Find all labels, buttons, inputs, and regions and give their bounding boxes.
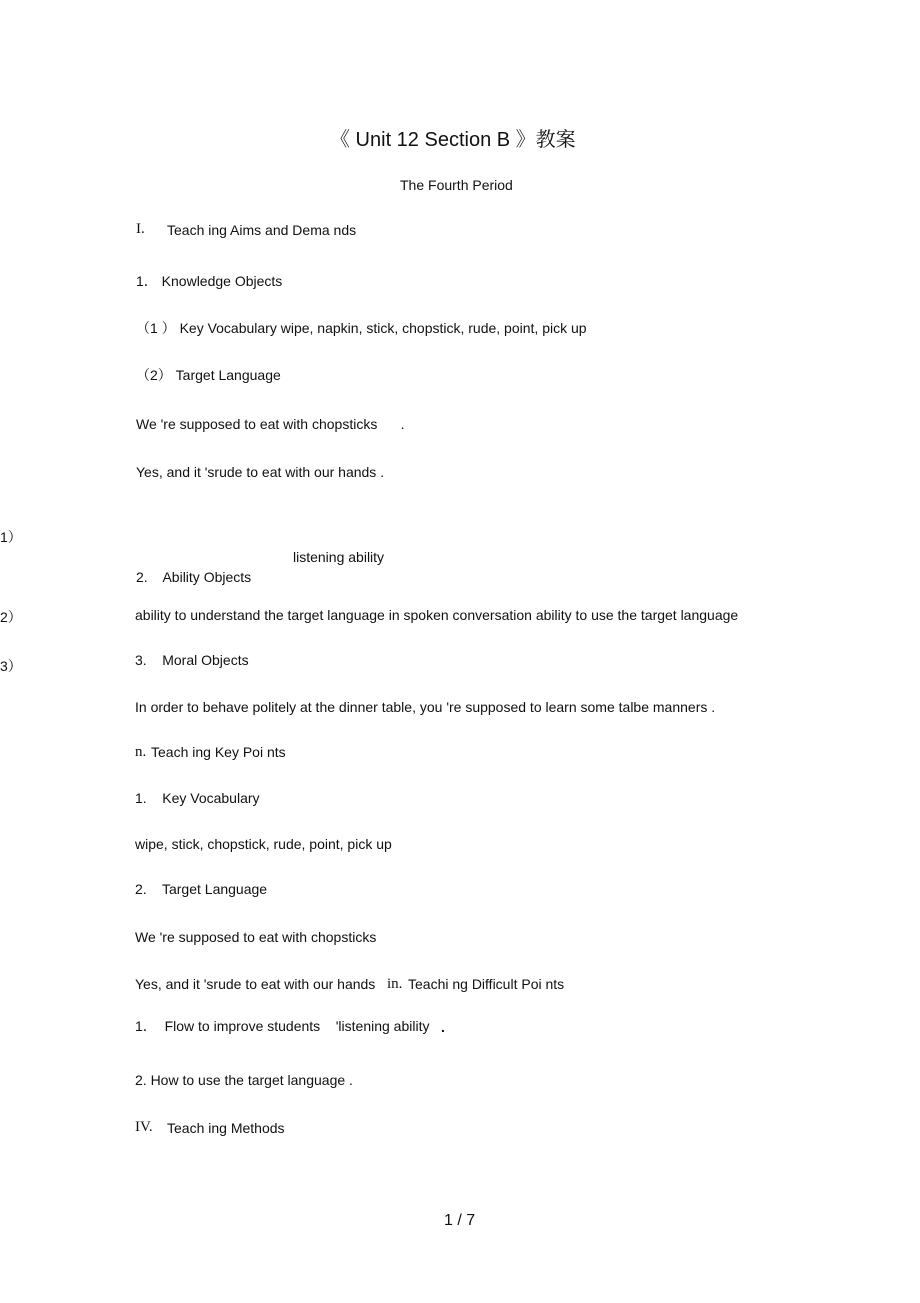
margin-marker-3: 3）: [0, 658, 22, 674]
difficult-point-1: 1． Flow to improve students 'listening ability: [135, 1018, 430, 1034]
doc-subtitle: The Fourth Period: [400, 177, 513, 193]
section-4-heading: Teach ing Methods: [167, 1120, 285, 1136]
target-language-heading: （2） Target Language: [136, 367, 281, 383]
section-2-heading: Teach ing Key Poi nts: [151, 744, 286, 760]
doc-title: 《 Unit 12 Section B 》教案: [330, 129, 576, 151]
moral-objects-text: In order to behave politely at the dinner table, you 're supposed to learn some talbe manners .: [135, 699, 716, 715]
difficult-point-2: 2. How to use the target language .: [135, 1072, 353, 1088]
listening-ability-fragment: listening ability: [293, 549, 385, 565]
target-sentence-2: Yes, and it 'srude to eat with our hands .: [136, 464, 385, 480]
section-2-number: n.: [135, 744, 147, 760]
key-vocabulary-line: （1 ） Key Vocabulary wipe, napkin, stick, chopstick, rude, point, pick up: [136, 320, 587, 336]
section-1-number: I.: [136, 221, 145, 237]
difficult-point-1-end: .: [441, 1019, 445, 1035]
target-sentence-1: We 're supposed to eat with chopsticks .: [136, 416, 405, 432]
section-4-number: IV.: [135, 1119, 153, 1135]
section-3-heading: Teachi ng Difficult Poi nts: [408, 976, 565, 992]
key-vocabulary-heading: 1. Key Vocabulary: [135, 790, 260, 806]
section-1-heading: Teach ing Aims and Dema nds: [167, 222, 357, 238]
ability-objects-heading: 2. Ability Objects: [136, 569, 252, 585]
moral-objects-heading: 3. Moral Objects: [135, 652, 249, 668]
target-language-heading-2: 2. Target Language: [135, 881, 268, 897]
margin-marker-1: 1）: [0, 529, 22, 545]
target-language-sentence-1: We 're supposed to eat with chopsticks: [135, 929, 377, 945]
page-number: 1 / 7: [444, 1212, 476, 1229]
ability-objects-text: ability to understand the target language in spoken conversation ability to use the target language: [135, 607, 739, 623]
knowledge-objects-heading: 1． Knowledge Objects: [136, 273, 283, 289]
margin-marker-2: 2）: [0, 609, 22, 625]
target-language-sentence-2: Yes, and it 'srude to eat with our hands: [135, 976, 376, 992]
section-3-number: in.: [387, 976, 403, 992]
key-vocabulary-words: wipe, stick, chopstick, rude, point, pick up: [135, 836, 392, 852]
